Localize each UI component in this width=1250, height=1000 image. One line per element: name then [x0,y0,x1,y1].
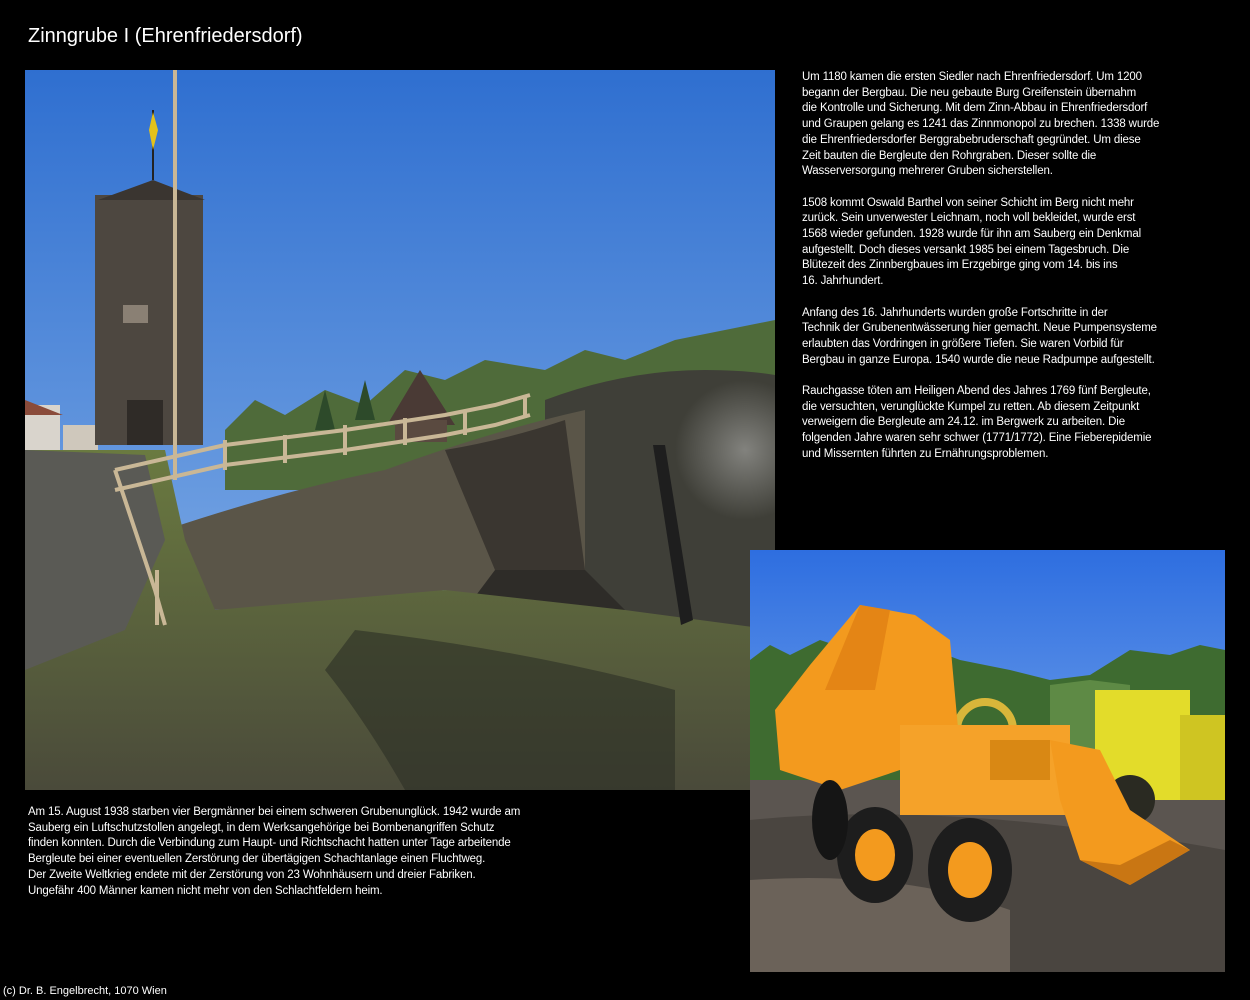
mining-loader-photo [750,550,1225,972]
text-line: Technik der Grubenentwässerung hier gemacht. Neue Pumpensysteme [802,322,1157,335]
text-line: 1568 wieder gefunden. 1928 wurde für ihn am Sauberg ein Denkmal [802,228,1141,241]
paragraph-3 [802,306,1202,369]
text-line: die versuchten, verunglückte Kumpel zu retten. Ab diesem Zeitpunkt [802,400,1140,413]
text-line: Wasserversorgung mehrerer Gruben sicherstellen. [802,165,1053,178]
text-line: Am 15. August 1938 starben vier Bergmänner bei einem schweren Grubenunglück. 1942 wurde am [28,806,521,818]
text-line: die Ehrenfriedersdorfer Berggrabebruderschaft gegründet. Um diese [802,133,1141,146]
text-line: Bergleute bei einer eventuellen Zerstörung der übertägigen Schachtanlage einen Fluchtweg. [28,853,486,866]
mine-site-illustration [25,70,775,790]
text-line: Der Zweite Weltkrieg endete mit der Zerstörung von 23 Wohnhäusern und dreier Fabriken. [28,868,476,881]
text-line: Bergbau in ganze Europa. 1540 wurde die neue Radpumpe aufgestellt. [802,353,1155,366]
copyright-footer: (c) Dr. B. Engelbrecht, 1070 Wien [3,985,167,997]
text-line: Blütezeit des Zinnbergbaues im Erzgebirge ging vom 14. bis ins [802,259,1118,272]
page-title: Zinngrube I (Ehrenfriedersdorf) [28,25,303,47]
text-line: aufgestellt. Doch dieses versankt 1985 bei einem Tagesbruch. Die [802,243,1130,256]
text-line: 16. Jahrhundert. [802,275,884,288]
text-line: Ungefähr 400 Männer kamen nicht mehr von den Schlachtfeldern heim. [28,884,383,897]
text-line: und Graupen gelang es 1241 das Zinnmonopol zu brechen. 1338 wurde [802,118,1160,131]
text-line: finden konnten. Durch die Verbindung zum Haupt- und Richtschacht hatten unter Tage arbeitende [28,837,511,850]
text-line: Um 1180 kamen die ersten Siedler nach Ehrenfriedersdorf. Um 1200 [802,71,1142,83]
text-line: 1508 kommt Oswald Barthel von seiner Schicht im Berg nicht mehr [802,196,1134,209]
text-line: Rauchgasse töten am Heiligen Abend des Jahres 1769 fünf Bergleute, [802,385,1151,398]
text-line: Zeit bauten die Bergleute den Rohrgraben. Dieser sollte die [802,149,1097,162]
mining-loader-illustration [750,550,1225,972]
text-line: zurück. Sein unverwester Leichnam, noch voll bekleidet, wurde erst [802,212,1136,225]
text-line: folgenden Jahre waren sehr schwer (1771/1772). Eine Fieberepidemie [802,432,1152,445]
text-line: Anfang des 16. Jahrhunderts wurden große Fortschritte in der [802,306,1108,319]
mine-site-photo [25,70,775,790]
paragraph-2 [802,196,1202,290]
text-line: verweigern die Bergleute am 24.12. im Bergwerk zu arbeiten. Die [802,416,1125,429]
history-text-right [802,70,1202,478]
paragraph-4 [802,384,1202,463]
paragraph-1 [802,70,1202,180]
text-line: die Kontrolle und Sicherung. Mit dem Zinn-Abbau in Ehrenfriedersdorf [802,102,1148,115]
text-line: und Missernten führten zu Ernährungsproblemen. [802,447,1049,460]
text-line: erlaubten das Vordringen in größere Tiefen. Sie waren Vorbild für [802,337,1124,350]
text-line: Sauberg ein Luftschutzstollen angelegt, in dem Werksangehörige bei Bombenangriffen Schutz [28,821,495,834]
history-text-bottom [28,805,568,899]
text-line: begann der Bergbau. Die neu gebaute Burg Greifenstein übernahm [802,86,1137,99]
